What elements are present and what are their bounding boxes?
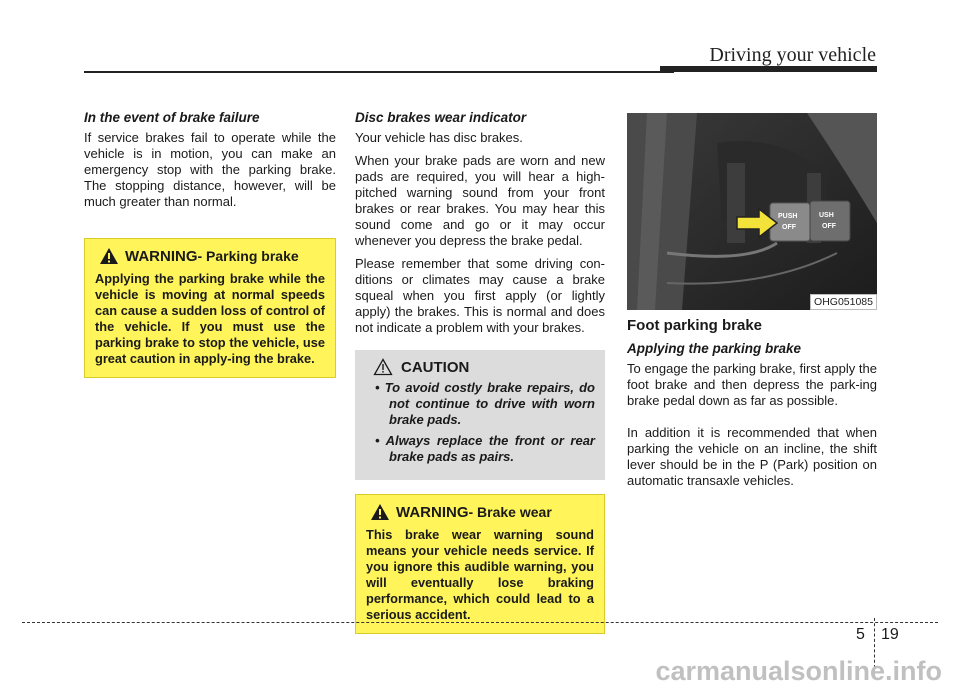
parking-brake-warning-box xyxy=(84,238,336,378)
caution-triangle-icon xyxy=(373,358,393,376)
brake-failure-subhead: In the event of brake failure xyxy=(84,110,260,125)
header-rule-thick xyxy=(660,66,877,72)
caution-box xyxy=(355,350,605,480)
paragraph: Please remember that some driving con-ditions or climates may cause a brake squeal when you first apply (or lightly apply) the brakes. This is normal and does not indicate a problem with your brakes. xyxy=(355,256,605,335)
warning-header xyxy=(366,503,594,521)
caution-word: CAUTION xyxy=(401,358,470,376)
warning-word: WARNING xyxy=(396,503,469,521)
caution-list xyxy=(365,380,595,465)
column-1 xyxy=(84,110,336,378)
paragraph: When your brake pads are worn and new pads are required, you will hear a high-pitched warning sound from your front brakes or rear brakes. You may hear this sound come and go or it may occur whenever you depress the brake pedal. xyxy=(355,153,605,248)
photo-code: OHG051085 xyxy=(810,294,877,310)
warning-word: WARNING xyxy=(125,247,198,265)
foot-parking-brake-heading: Foot parking brake xyxy=(627,317,763,334)
header-title: Driving your vehicle xyxy=(709,44,876,66)
pedal-label-push-2: USH xyxy=(819,212,834,219)
chapter-number: 5 xyxy=(856,626,865,643)
paragraph: To engage the parking brake, first apply the foot brake and then depress the park-ing brake pedal down as far as possible. xyxy=(627,361,877,408)
parking-brake-photo xyxy=(627,113,877,310)
caution-item: • Always replace the front or rear brake pads as pairs. xyxy=(375,433,595,464)
caution-item-text: To avoid costly brake repairs, do not continue to drive with worn brake pads. xyxy=(384,380,595,427)
warning-subtitle: - Brake wear xyxy=(468,504,552,520)
watermark: carmanualsonline.info xyxy=(655,656,942,686)
caution-item-text: Always replace the front or rear brake pads as pairs. xyxy=(385,433,595,464)
footer-rule xyxy=(22,622,938,623)
parking-brake-pedal-illustration xyxy=(627,113,877,310)
caution-item: • To avoid costly brake repairs, do not continue to drive with worn brake pads. xyxy=(375,380,595,427)
pedal-label-off-2: OFF xyxy=(822,223,836,230)
column-2 xyxy=(355,110,605,634)
brake-failure-paragraph: If service brakes fail to operate while the vehicle is in motion, you can make an emergency stop with the parking brake. The stopping distance, however, will be much greater than normal. xyxy=(84,130,336,209)
column-3 xyxy=(627,113,877,496)
brake-wear-warning-box xyxy=(355,494,605,634)
header-rule-thin xyxy=(84,71,674,73)
pedal-label-push: PUSH xyxy=(778,213,798,220)
warning-triangle-icon xyxy=(370,503,390,521)
page-number: 19 xyxy=(881,626,899,643)
warning-subtitle: - Parking brake xyxy=(197,248,299,264)
warning-body: Applying the parking brake while the vehicle is moving at normal speeds can cause a sudden loss of control of the vehicle. If you must use the parking brake to stop the vehicle, use great caution in apply-ing the brake. xyxy=(95,271,325,366)
warning-triangle-icon xyxy=(99,247,119,265)
disc-brakes-subhead: Disc brakes wear indicator xyxy=(355,110,527,125)
pedal-label-off: OFF xyxy=(782,224,796,231)
warning-header xyxy=(95,247,325,265)
applying-parking-brake-subhead: Applying the parking brake xyxy=(627,341,802,356)
paragraph: Your vehicle has disc brakes. xyxy=(355,130,523,145)
caution-header xyxy=(365,358,595,376)
warning-body: This brake wear warning sound means your vehicle needs service. If you ignore this audible warning, you will eventually lose braking performance, which could lead to a serious accident. xyxy=(366,527,594,622)
paragraph: In addition it is recommended that when parking the vehicle on an incline, the shift lever should be in the P (Park) position on automatic transaxle vehicles. xyxy=(627,425,877,488)
